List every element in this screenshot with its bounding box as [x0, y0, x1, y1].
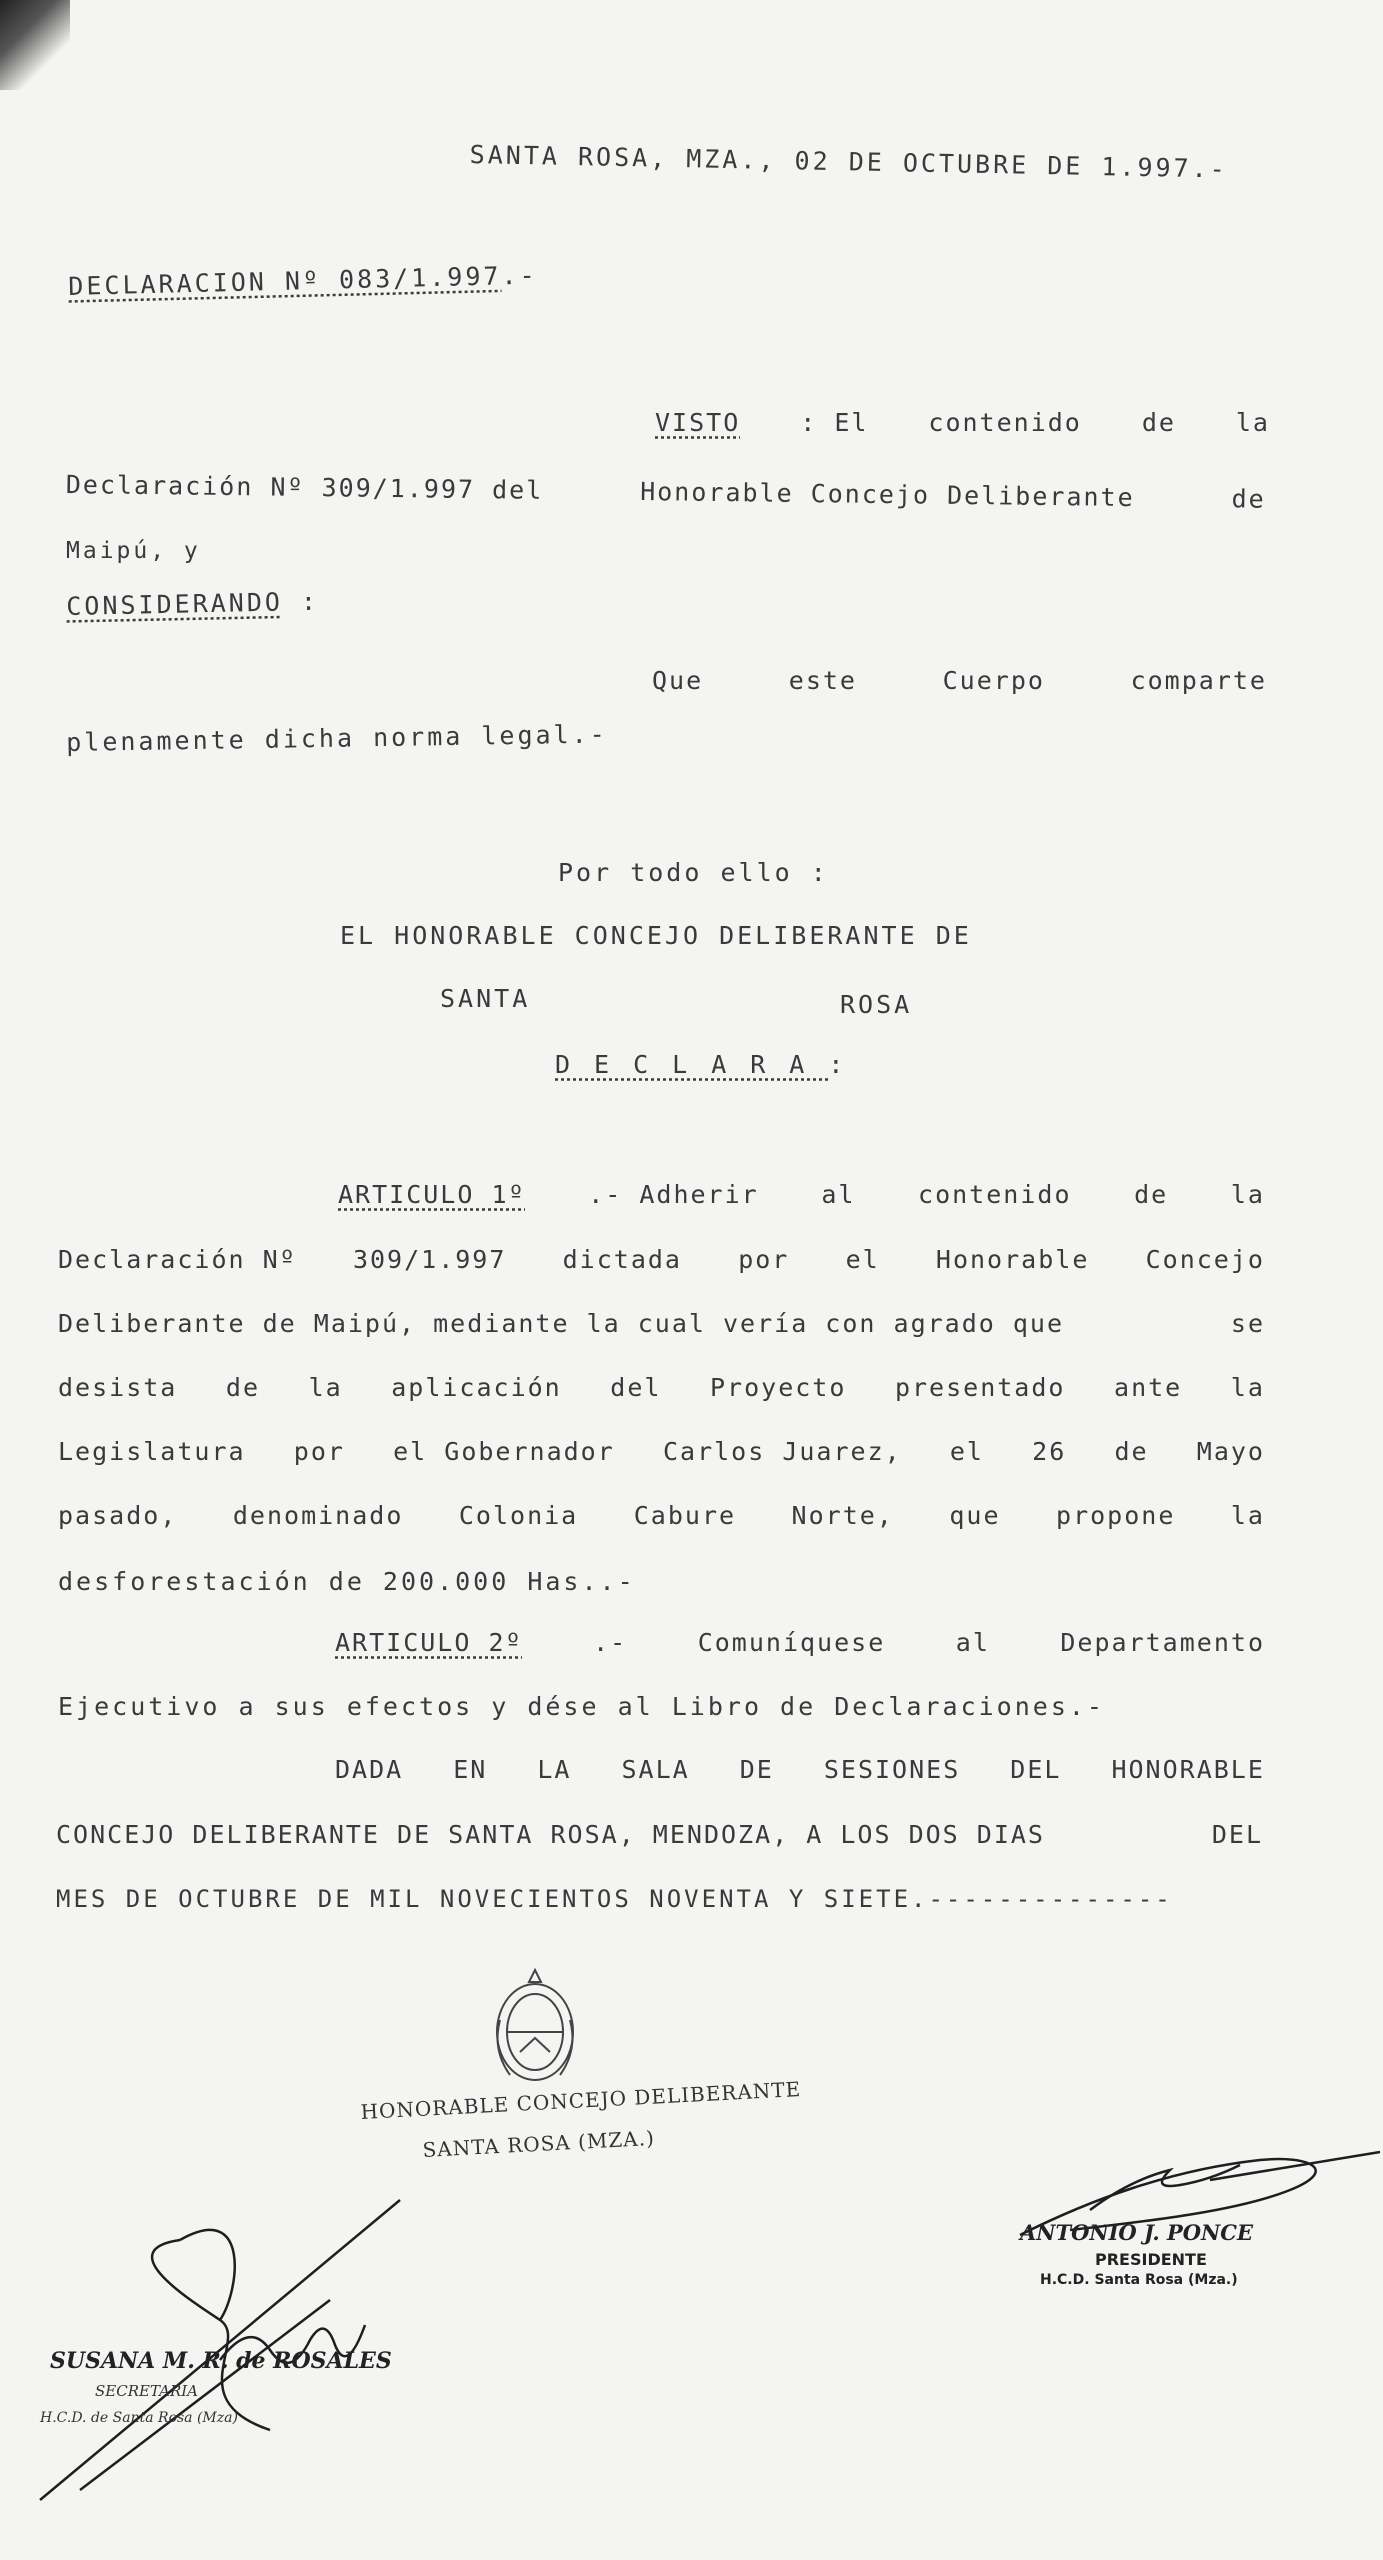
coat-of-arms-seal	[480, 1960, 590, 2095]
word: contenido	[928, 408, 1082, 437]
word: Declaración Nº 309/1.997 del	[65, 470, 544, 505]
word: CONCEJO DELIBERANTE DE SANTA ROSA, MENDOZA, A LOS DOS DIAS	[56, 1820, 1045, 1849]
declara-heading	[555, 1050, 846, 1079]
word: este	[788, 666, 857, 695]
secretary-handwritten-signature	[20, 2100, 420, 2520]
word: Carlos Juarez,	[662, 1437, 902, 1466]
declara-label: DECLARA	[555, 1050, 829, 1079]
word: LA	[537, 1755, 572, 1784]
place-date: SANTA ROSA, MZA., 02 DE OCTUBRE DE 1.997.-	[469, 140, 1229, 184]
secretary-title: SECRETARIA	[95, 2382, 199, 2400]
considerando-label: CONSIDERANDO	[66, 587, 284, 621]
por-todo-ello: Por todo ello :	[558, 858, 829, 887]
word: aplicación	[391, 1373, 562, 1402]
word: 26	[1032, 1437, 1067, 1466]
seal-line-2: SANTA ROSA (MZA.)	[422, 2125, 656, 2162]
declaration-label: DECLARACION Nº 083/1.997	[68, 261, 502, 301]
word: la	[1235, 408, 1270, 437]
word: por	[738, 1245, 790, 1274]
visto-line-2	[66, 470, 1266, 514]
word: del	[610, 1373, 662, 1402]
word: .- Adherir	[588, 1180, 759, 1209]
closing-line-2	[56, 1820, 1263, 1849]
declara-colon: :	[828, 1050, 847, 1079]
city-rosa: ROSA	[840, 990, 913, 1019]
word: DEL	[1211, 1820, 1263, 1849]
seal-line-1: HONORABLE CONCEJO DELIBERANTE	[360, 2076, 802, 2124]
word: de	[1114, 1437, 1149, 1466]
president-title: PRESIDENTE	[1095, 2250, 1207, 2269]
word: de	[1134, 1180, 1169, 1209]
word: : El	[800, 408, 869, 437]
declaration-suffix: .-	[501, 260, 538, 291]
word: Mayo	[1196, 1437, 1265, 1466]
word: SESIONES	[823, 1755, 961, 1784]
article-2-line-2: Ejecutivo a sus efectos y dése al Libro de Declaraciones.-	[58, 1692, 1105, 1721]
secretary-org: H.C.D. de Santa Rosa (Mza)	[40, 2410, 238, 2426]
considerando-colon: :	[300, 586, 320, 617]
article-2-label: ARTICULO 2º	[335, 1628, 523, 1657]
word: denominado	[232, 1501, 404, 1530]
word: Declaración Nº	[58, 1245, 297, 1274]
word: desista	[58, 1373, 178, 1402]
article-1-line-6	[58, 1501, 1265, 1530]
word: de	[1141, 408, 1176, 437]
council-heading: EL HONORABLE CONCEJO DELIBERANTE DE	[340, 921, 972, 950]
word: HONORABLE	[1111, 1755, 1265, 1784]
word: la	[1230, 1373, 1265, 1402]
word: el	[949, 1437, 984, 1466]
word: SALA	[621, 1755, 690, 1784]
word: Cuerpo	[942, 666, 1045, 695]
closing-line-1	[335, 1755, 1265, 1784]
word: pasado,	[58, 1501, 178, 1530]
article-1-line-1	[338, 1180, 1265, 1209]
article-2-line-1	[335, 1628, 1265, 1657]
article-1-line-4	[58, 1373, 1265, 1402]
word: EN	[453, 1755, 488, 1784]
word: Legislatura	[58, 1437, 246, 1466]
secretary-name: SUSANA M. R. de ROSALES	[50, 2348, 392, 2374]
word: DADA	[335, 1755, 404, 1784]
president-org: H.C.D. Santa Rosa (Mza.)	[1040, 2272, 1238, 2288]
word: que	[949, 1501, 1001, 1530]
article-1-line-5	[58, 1437, 1265, 1466]
article-1-label: ARTICULO 1º	[338, 1180, 526, 1209]
word: propone	[1056, 1501, 1176, 1530]
word: Norte,	[791, 1501, 894, 1530]
visto-line-1	[655, 408, 1270, 437]
word: .-	[593, 1628, 628, 1657]
word: Que	[652, 666, 704, 695]
word: se	[1230, 1309, 1265, 1338]
considerando-line-1	[652, 666, 1267, 695]
word: Colonia	[458, 1501, 579, 1530]
word: Honorable Concejo Deliberante	[640, 477, 1135, 513]
word: contenido	[918, 1180, 1072, 1209]
word: dictada	[562, 1245, 682, 1274]
word: Departamento	[1060, 1628, 1265, 1657]
word: el	[845, 1245, 880, 1274]
article-1-line-7: desforestación de 200.000 Has..-	[58, 1567, 636, 1596]
article-1-line-2	[58, 1245, 1265, 1274]
word: ante	[1114, 1373, 1183, 1402]
word: al	[955, 1628, 990, 1657]
word: la	[1230, 1501, 1265, 1530]
word: Cabure	[633, 1501, 737, 1530]
word: Concejo	[1145, 1245, 1265, 1274]
considerando-heading	[66, 587, 319, 621]
word: DEL	[1010, 1755, 1062, 1784]
visto-label: VISTO	[655, 408, 741, 437]
word: DE	[739, 1755, 774, 1784]
word: al	[821, 1180, 856, 1209]
word: el Gobernador	[393, 1437, 615, 1466]
word: Deliberante de Maipú, mediante la cual vería con agrado que	[58, 1309, 1065, 1338]
declaration-number	[68, 261, 538, 301]
word: 309/1.997	[352, 1245, 507, 1274]
word: por	[293, 1437, 345, 1466]
article-1-line-3	[58, 1309, 1265, 1338]
city-santa: SANTA	[440, 984, 531, 1013]
word: la	[1230, 1180, 1265, 1209]
word: Comuníquese	[697, 1628, 886, 1657]
word: de	[1231, 484, 1266, 514]
word: presentado	[894, 1373, 1066, 1402]
president-name: ANTONIO J. PONCE	[1020, 2220, 1253, 2245]
word: comparte	[1130, 666, 1267, 695]
word: Proyecto	[709, 1373, 847, 1402]
word: de	[225, 1373, 261, 1402]
closing-line-3: MES DE OCTUBRE DE MIL NOVECIENTOS NOVENTA Y SIETE.--------------	[56, 1885, 1173, 1913]
word: la	[308, 1373, 343, 1402]
considerando-line-2: plenamente dicha norma legal.-	[66, 719, 608, 757]
visto-line-3: Maipú, y	[66, 538, 201, 564]
scan-shadow	[0, 0, 70, 90]
word: Honorable	[935, 1245, 1090, 1274]
